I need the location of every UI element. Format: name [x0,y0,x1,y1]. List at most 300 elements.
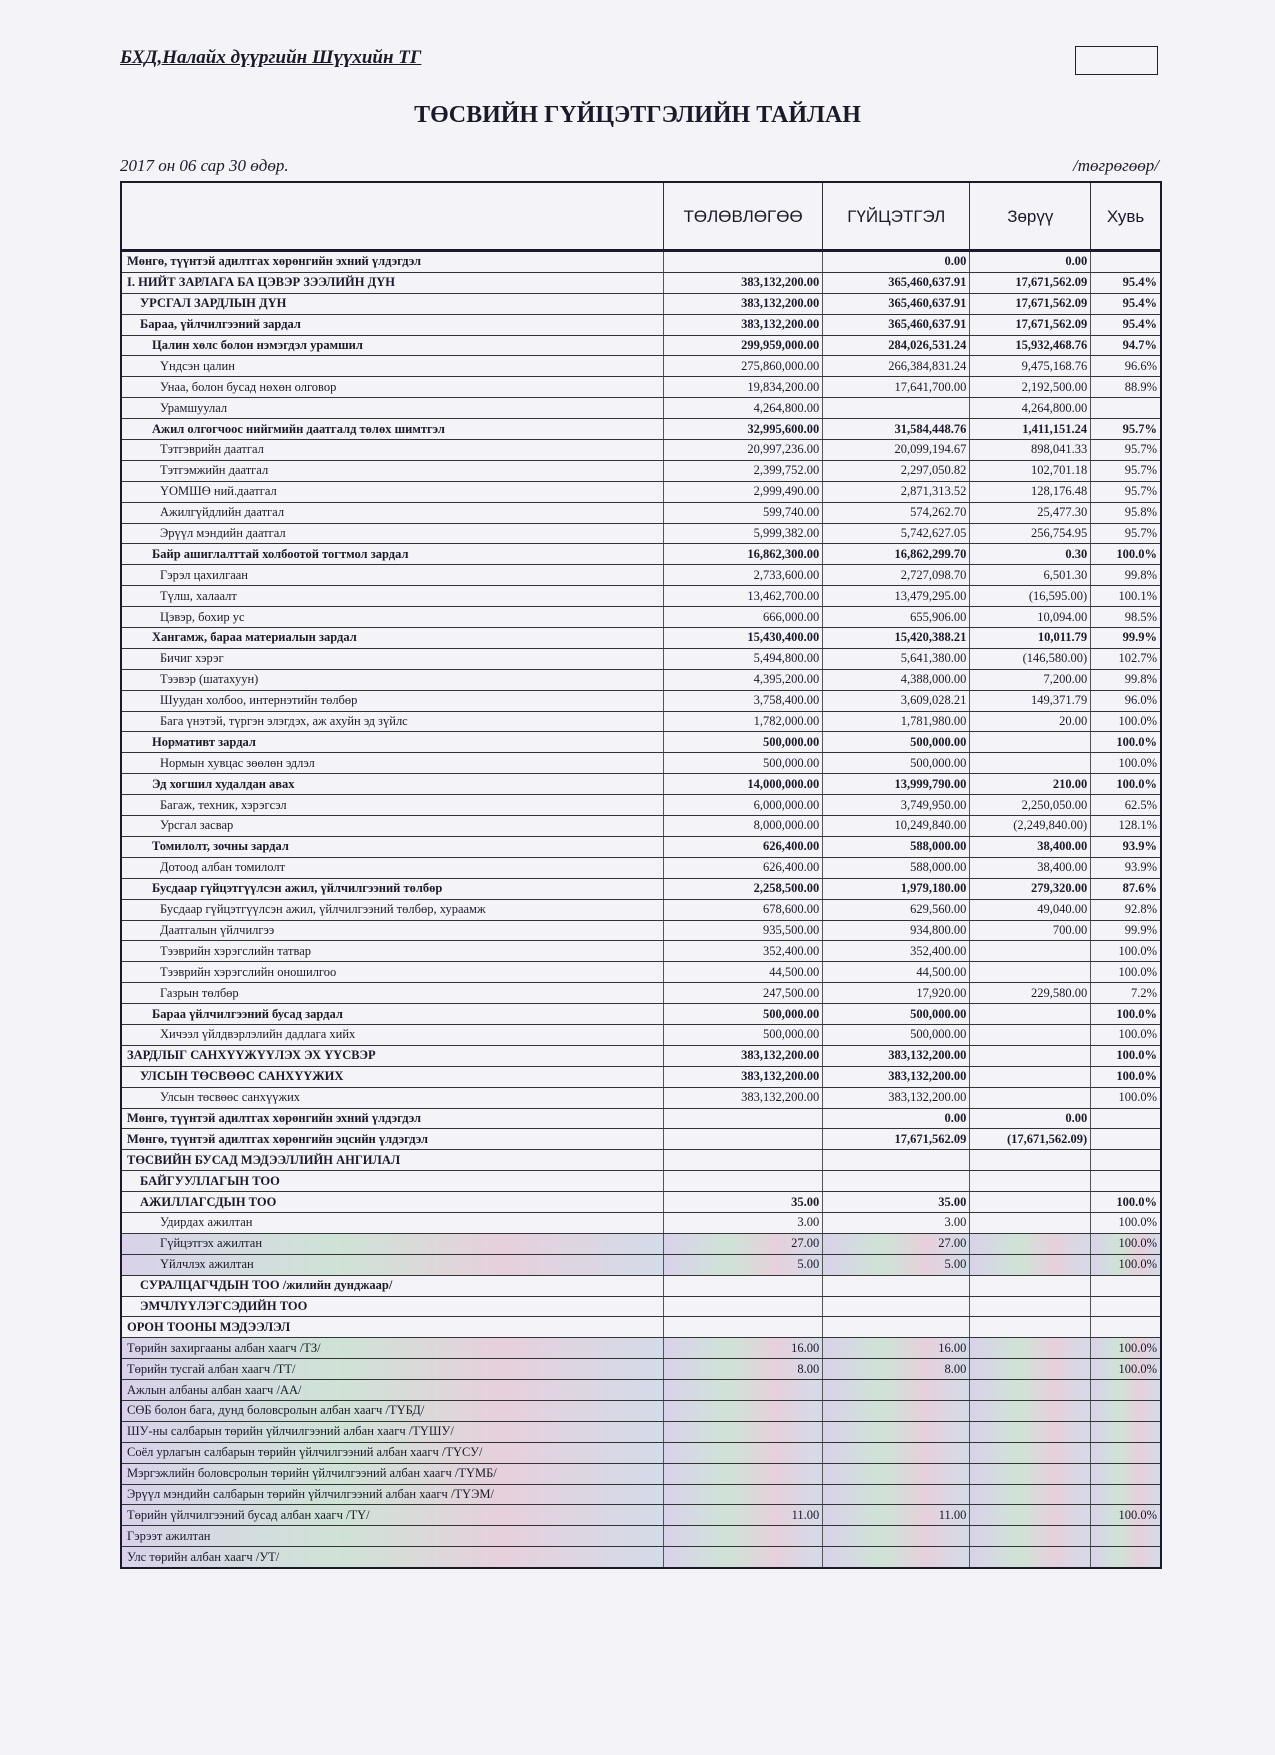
diff-cell [970,1004,1091,1025]
plan-cell: 626,400.00 [664,857,823,878]
plan-cell: 678,600.00 [664,899,823,920]
actual-cell: 5,742,627.05 [823,523,970,544]
actual-cell [823,1526,970,1547]
table-row [121,962,1161,983]
row-label: Ажлын албаны албан хаагч /АА/ [121,1380,664,1401]
percent-cell: 95.7% [1091,419,1161,440]
plan-cell [664,1380,823,1401]
diff-cell: 149,371.79 [970,690,1091,711]
table-row [121,1233,1161,1254]
diff-cell: (16,595.00) [970,586,1091,607]
diff-cell [970,1338,1091,1359]
plan-cell: 4,395,200.00 [664,669,823,690]
percent-cell: 7.2% [1091,983,1161,1004]
actual-cell: 2,871,313.52 [823,481,970,502]
actual-cell: 655,906.00 [823,607,970,628]
row-label: Удирдах ажилтан [121,1212,664,1233]
diff-cell: 25,477.30 [970,502,1091,523]
percent-cell [1091,1171,1161,1192]
plan-cell [664,1171,823,1192]
percent-cell: 93.9% [1091,857,1161,878]
row-label: Хангамж, бараа материалын зардал [121,628,664,649]
plan-cell: 666,000.00 [664,607,823,628]
plan-cell: 16,862,300.00 [664,544,823,565]
diff-cell: 0.00 [970,1108,1091,1129]
row-label: ТӨСВИЙН БУСАД МЭДЭЭЛЛИЙН АНГИЛАЛ [121,1150,664,1171]
percent-cell: 93.9% [1091,836,1161,857]
row-label: Нормын хувцас зөөлөн эдлэл [121,753,664,774]
table-row [121,419,1161,440]
report-title: ТӨСВИЙН ГҮЙЦЭТГЭЛИЙН ТАЙЛАН [414,102,861,128]
actual-cell: 17,671,562.09 [823,1129,970,1150]
report-date: 2017 он 06 сар 30 өдөр. [120,156,289,175]
plan-cell: 19,834,200.00 [664,377,823,398]
table-row [121,753,1161,774]
plan-cell [664,1442,823,1463]
diff-cell [970,1150,1091,1171]
actual-cell: 13,479,295.00 [823,586,970,607]
actual-cell: 934,800.00 [823,920,970,941]
diff-cell: 1,411,151.24 [970,419,1091,440]
percent-cell: 99.8% [1091,669,1161,690]
diff-cell [970,1421,1091,1442]
col-header-plan: ТӨЛӨВЛӨГӨӨ [664,182,823,251]
organization-name: БХД,Налайх дүүргийн Шүүхийн ТГ [120,47,422,68]
table-row [121,857,1161,878]
percent-cell [1091,1108,1161,1129]
actual-cell: 27.00 [823,1233,970,1254]
actual-cell: 11.00 [823,1505,970,1526]
plan-cell: 500,000.00 [664,1024,823,1045]
percent-cell: 100.0% [1091,1066,1161,1087]
table-row [121,356,1161,377]
plan-cell: 20,997,236.00 [664,440,823,461]
table-row [121,983,1161,1004]
col-header-percent: Хувь [1091,182,1161,251]
percent-cell [1091,1421,1161,1442]
diff-cell: (17,671,562.09) [970,1129,1091,1150]
percent-cell: 95.7% [1091,481,1161,502]
plan-cell [664,1547,823,1568]
plan-cell: 5,494,800.00 [664,648,823,669]
actual-cell [823,1171,970,1192]
actual-cell: 266,384,831.24 [823,356,970,377]
plan-cell: 2,999,490.00 [664,481,823,502]
plan-cell: 6,000,000.00 [664,795,823,816]
table-row [121,1087,1161,1108]
plan-cell: 383,132,200.00 [664,293,823,314]
actual-cell: 4,388,000.00 [823,669,970,690]
actual-cell: 500,000.00 [823,1024,970,1045]
table-row [121,398,1161,419]
col-header-label [121,182,664,251]
actual-cell [823,1150,970,1171]
diff-cell [970,1317,1091,1338]
plan-cell: 13,462,700.00 [664,586,823,607]
actual-cell: 588,000.00 [823,857,970,878]
plan-cell: 14,000,000.00 [664,774,823,795]
actual-cell: 16,862,299.70 [823,544,970,565]
actual-cell: 13,999,790.00 [823,774,970,795]
row-label: Түлш, халаалт [121,586,664,607]
diff-cell: 128,176.48 [970,481,1091,502]
actual-cell [823,1421,970,1442]
actual-cell: 17,641,700.00 [823,377,970,398]
diff-cell: 20.00 [970,711,1091,732]
row-label: Даатгалын үйлчилгээ [121,920,664,941]
row-label: Тэтгэврийн даатгал [121,440,664,461]
actual-cell: 383,132,200.00 [823,1045,970,1066]
table-row [121,1526,1161,1547]
percent-cell [1091,1442,1161,1463]
row-label: Эрүүл мэндийн даатгал [121,523,664,544]
table-row [121,795,1161,816]
plan-cell: 8,000,000.00 [664,816,823,837]
plan-cell [664,1421,823,1442]
percent-cell: 95.4% [1091,314,1161,335]
percent-cell [1091,1547,1161,1568]
table-row [121,1129,1161,1150]
plan-cell: 2,399,752.00 [664,460,823,481]
table-row [121,711,1161,732]
plan-cell [664,1108,823,1129]
diff-cell [970,753,1091,774]
percent-cell: 92.8% [1091,899,1161,920]
plan-cell [664,1526,823,1547]
plan-cell: 5,999,382.00 [664,523,823,544]
table-row [121,1066,1161,1087]
diff-cell: 210.00 [970,774,1091,795]
percent-cell: 100.1% [1091,586,1161,607]
actual-cell: 15,420,388.21 [823,628,970,649]
table-row [121,878,1161,899]
percent-cell: 100.0% [1091,1233,1161,1254]
table-row [121,1024,1161,1045]
plan-cell: 275,860,000.00 [664,356,823,377]
actual-cell: 365,460,637.91 [823,293,970,314]
actual-cell [823,1463,970,1484]
row-label: Мөнгө, түүнтэй адилтгах хөрөнгийн эцсийн үлдэгдэл [121,1129,664,1150]
table-row [121,293,1161,314]
diff-cell: 49,040.00 [970,899,1091,920]
actual-cell [823,1275,970,1296]
row-label: Эрүүл мэндийн салбарын төрийн үйлчилгээний албан хаагч /ТҮЭМ/ [121,1484,664,1505]
table-row [121,732,1161,753]
diff-cell: 7,200.00 [970,669,1091,690]
diff-cell [970,1045,1091,1066]
percent-cell [1091,1129,1161,1150]
table-row [121,314,1161,335]
actual-cell: 383,132,200.00 [823,1087,970,1108]
row-label: Газрын төлбөр [121,983,664,1004]
row-label: Төрийн тусгай албан хаагч /ТТ/ [121,1359,664,1380]
percent-cell [1091,1380,1161,1401]
diff-cell [970,962,1091,983]
diff-cell [970,1233,1091,1254]
percent-cell: 98.5% [1091,607,1161,628]
diff-cell [970,1547,1091,1568]
row-label: Ажил олгогчоос нийгмийн даатгалд төлөх шимтгэл [121,419,664,440]
percent-cell: 95.8% [1091,502,1161,523]
row-label: Үндсэн цалин [121,356,664,377]
diff-cell: 38,400.00 [970,857,1091,878]
actual-cell: 20,099,194.67 [823,440,970,461]
diff-cell [970,1275,1091,1296]
row-label: Гүйцэтгэх ажилтан [121,1233,664,1254]
row-label: Соёл урлагын салбарын төрийн үйлчилгээний албан хаагч /ТҮСУ/ [121,1442,664,1463]
diff-cell [970,941,1091,962]
diff-cell: 17,671,562.09 [970,272,1091,293]
table-row [121,1254,1161,1275]
table-row [121,1212,1161,1233]
row-label: Бараа, үйлчилгээний зардал [121,314,664,335]
percent-cell [1091,1275,1161,1296]
plan-cell: 383,132,200.00 [664,1045,823,1066]
col-header-actual: ГҮЙЦЭТГЭЛ [823,182,970,251]
table-row [121,669,1161,690]
diff-cell [970,1296,1091,1317]
actual-cell: 3,749,950.00 [823,795,970,816]
diff-cell: 15,932,468.76 [970,335,1091,356]
row-label: Байр ашиглалттай холбоотой тогтмол зардал [121,544,664,565]
actual-cell [823,1317,970,1338]
row-label: Унаа, болон бусад нөхөн олговор [121,377,664,398]
row-label: Тээврийн хэрэгслийн оношилгоо [121,962,664,983]
plan-cell: 352,400.00 [664,941,823,962]
percent-cell [1091,1317,1161,1338]
percent-cell: 100.0% [1091,544,1161,565]
actual-cell: 3.00 [823,1212,970,1233]
plan-cell: 383,132,200.00 [664,1087,823,1108]
percent-cell: 99.8% [1091,565,1161,586]
diff-cell: 10,094.00 [970,607,1091,628]
table-row [121,1338,1161,1359]
actual-cell: 500,000.00 [823,753,970,774]
plan-cell [664,1129,823,1150]
diff-cell [970,1463,1091,1484]
diff-cell [970,1505,1091,1526]
percent-cell: 95.4% [1091,293,1161,314]
actual-cell: 8.00 [823,1359,970,1380]
plan-cell: 500,000.00 [664,1004,823,1025]
row-label: Урсгал засвар [121,816,664,837]
actual-cell: 3,609,028.21 [823,690,970,711]
row-label: Эд хогшил худалдан авах [121,774,664,795]
diff-cell [970,1400,1091,1421]
plan-cell: 935,500.00 [664,920,823,941]
diff-cell: 10,011.79 [970,628,1091,649]
percent-cell: 100.0% [1091,753,1161,774]
diff-cell: 38,400.00 [970,836,1091,857]
percent-cell: 100.0% [1091,711,1161,732]
actual-cell: 574,262.70 [823,502,970,523]
row-label: Бусдаар гүйцэтгүүлсэн ажил, үйлчилгээний төлбөр [121,878,664,899]
table-row [121,1004,1161,1025]
actual-cell: 5.00 [823,1254,970,1275]
plan-cell: 1,782,000.00 [664,711,823,732]
percent-cell [1091,1463,1161,1484]
actual-cell: 2,727,098.70 [823,565,970,586]
row-label: Цэвэр, бохир ус [121,607,664,628]
currency-unit: /төгрөгөөр/ [1073,156,1159,175]
actual-cell: 500,000.00 [823,1004,970,1025]
plan-cell: 3,758,400.00 [664,690,823,711]
table-row [121,1108,1161,1129]
table-row [121,836,1161,857]
row-label: Нормативт зардал [121,732,664,753]
diff-cell [970,1066,1091,1087]
diff-cell: 256,754.95 [970,523,1091,544]
table-row [121,1192,1161,1213]
diff-cell: 700.00 [970,920,1091,941]
percent-cell: 95.7% [1091,523,1161,544]
row-label: СУРАЛЦАГЧДЫН ТОО /жилийн дунджаар/ [121,1275,664,1296]
diff-cell [970,1254,1091,1275]
table-row [121,1547,1161,1568]
percent-cell: 100.0% [1091,1045,1161,1066]
diff-cell: 102,701.18 [970,460,1091,481]
percent-cell [1091,1400,1161,1421]
table-row [121,440,1161,461]
percent-cell: 95.7% [1091,460,1161,481]
actual-cell [823,1547,970,1568]
table-row [121,1275,1161,1296]
table-row [121,1463,1161,1484]
plan-cell [664,1150,823,1171]
actual-cell [823,1296,970,1317]
table-row [121,1317,1161,1338]
table-row [121,1150,1161,1171]
plan-cell: 27.00 [664,1233,823,1254]
table-row [121,544,1161,565]
plan-cell: 32,995,600.00 [664,419,823,440]
percent-cell: 100.0% [1091,1004,1161,1025]
row-label: ҮОМШӨ ний.даатгал [121,481,664,502]
diff-cell: 2,250,050.00 [970,795,1091,816]
actual-cell: 5,641,380.00 [823,648,970,669]
actual-cell: 500,000.00 [823,732,970,753]
percent-cell: 100.0% [1091,1192,1161,1213]
row-label: Бараа үйлчилгээний бусад зардал [121,1004,664,1025]
percent-cell: 100.0% [1091,774,1161,795]
actual-cell: 629,560.00 [823,899,970,920]
actual-cell: 1,979,180.00 [823,878,970,899]
plan-cell: 299,959,000.00 [664,335,823,356]
percent-cell [1091,1296,1161,1317]
table-row [121,565,1161,586]
percent-cell: 96.0% [1091,690,1161,711]
percent-cell: 102.7% [1091,648,1161,669]
plan-cell [664,1275,823,1296]
percent-cell: 100.0% [1091,732,1161,753]
plan-cell: 383,132,200.00 [664,314,823,335]
table-row [121,502,1161,523]
percent-cell: 99.9% [1091,628,1161,649]
table-row [121,1380,1161,1401]
diff-cell: 4,264,800.00 [970,398,1091,419]
plan-cell [664,1463,823,1484]
table-row [121,272,1161,293]
row-label: Гэрэл цахилгаан [121,565,664,586]
percent-cell [1091,398,1161,419]
plan-cell: 626,400.00 [664,836,823,857]
plan-cell: 4,264,800.00 [664,398,823,419]
plan-cell: 8.00 [664,1359,823,1380]
diff-cell: 0.00 [970,251,1091,273]
row-label: Улс төрийн албан хаагч /УТ/ [121,1547,664,1568]
diff-cell [970,1359,1091,1380]
plan-cell [664,1400,823,1421]
diff-cell: (146,580.00) [970,648,1091,669]
col-header-diff: Зөрүү [970,182,1091,251]
table-row [121,941,1161,962]
table-row [121,1442,1161,1463]
percent-cell: 100.0% [1091,1087,1161,1108]
percent-cell: 62.5% [1091,795,1161,816]
row-label: Тээврийн хэрэгслийн татвар [121,941,664,962]
plan-cell: 5.00 [664,1254,823,1275]
table-row [121,648,1161,669]
diff-cell: 17,671,562.09 [970,293,1091,314]
table-row [121,1171,1161,1192]
plan-cell [664,1317,823,1338]
percent-cell: 95.4% [1091,272,1161,293]
plan-cell: 3.00 [664,1212,823,1233]
percent-cell: 96.6% [1091,356,1161,377]
row-label: УРСГАЛ ЗАРДЛЫН ДҮН [121,293,664,314]
percent-cell: 94.7% [1091,335,1161,356]
row-label: I. НИЙТ ЗАРЛАГА БА ЦЭВЭР ЗЭЭЛИЙН ДҮН [121,272,664,293]
diff-cell: 0.30 [970,544,1091,565]
actual-cell: 16.00 [823,1338,970,1359]
row-label: Тэтгэмжийн даатгал [121,460,664,481]
table-row [121,1400,1161,1421]
percent-cell: 100.0% [1091,1024,1161,1045]
plan-cell: 44,500.00 [664,962,823,983]
row-label: Дотоод албан томилолт [121,857,664,878]
row-label: ЗАРДЛЫГ САНХҮҮЖҮҮЛЭХ ЭХ ҮҮСВЭР [121,1045,664,1066]
table-row [121,1484,1161,1505]
percent-cell: 100.0% [1091,962,1161,983]
actual-cell: 44,500.00 [823,962,970,983]
row-label: ШУ-ны салбарын төрийн үйлчилгээний албан хаагч /ТҮШУ/ [121,1421,664,1442]
actual-cell: 365,460,637.91 [823,314,970,335]
table-row [121,377,1161,398]
plan-cell: 599,740.00 [664,502,823,523]
row-label: Төрийн захиргааны албан хаагч /ТЗ/ [121,1338,664,1359]
actual-cell: 284,026,531.24 [823,335,970,356]
diff-cell [970,1442,1091,1463]
table-row [121,460,1161,481]
row-label: Төрийн үйлчилгээний бусад албан хаагч /ТҮ/ [121,1505,664,1526]
row-label: СӨБ болон бага, дунд боловсролын албан хаагч /ТҮБД/ [121,1400,664,1421]
percent-cell [1091,251,1161,273]
table-row [121,1421,1161,1442]
actual-cell [823,398,970,419]
table-row [121,1359,1161,1380]
table-row [121,1505,1161,1526]
plan-cell [664,251,823,273]
percent-cell: 95.7% [1091,440,1161,461]
plan-cell: 35.00 [664,1192,823,1213]
row-label: Гэрээт ажилтан [121,1526,664,1547]
diff-cell: 17,671,562.09 [970,314,1091,335]
percent-cell: 100.0% [1091,1212,1161,1233]
row-label: Бичиг хэрэг [121,648,664,669]
row-label: Шуудан холбоо, интернэтийн төлбөр [121,690,664,711]
plan-cell: 500,000.00 [664,732,823,753]
plan-cell: 11.00 [664,1505,823,1526]
